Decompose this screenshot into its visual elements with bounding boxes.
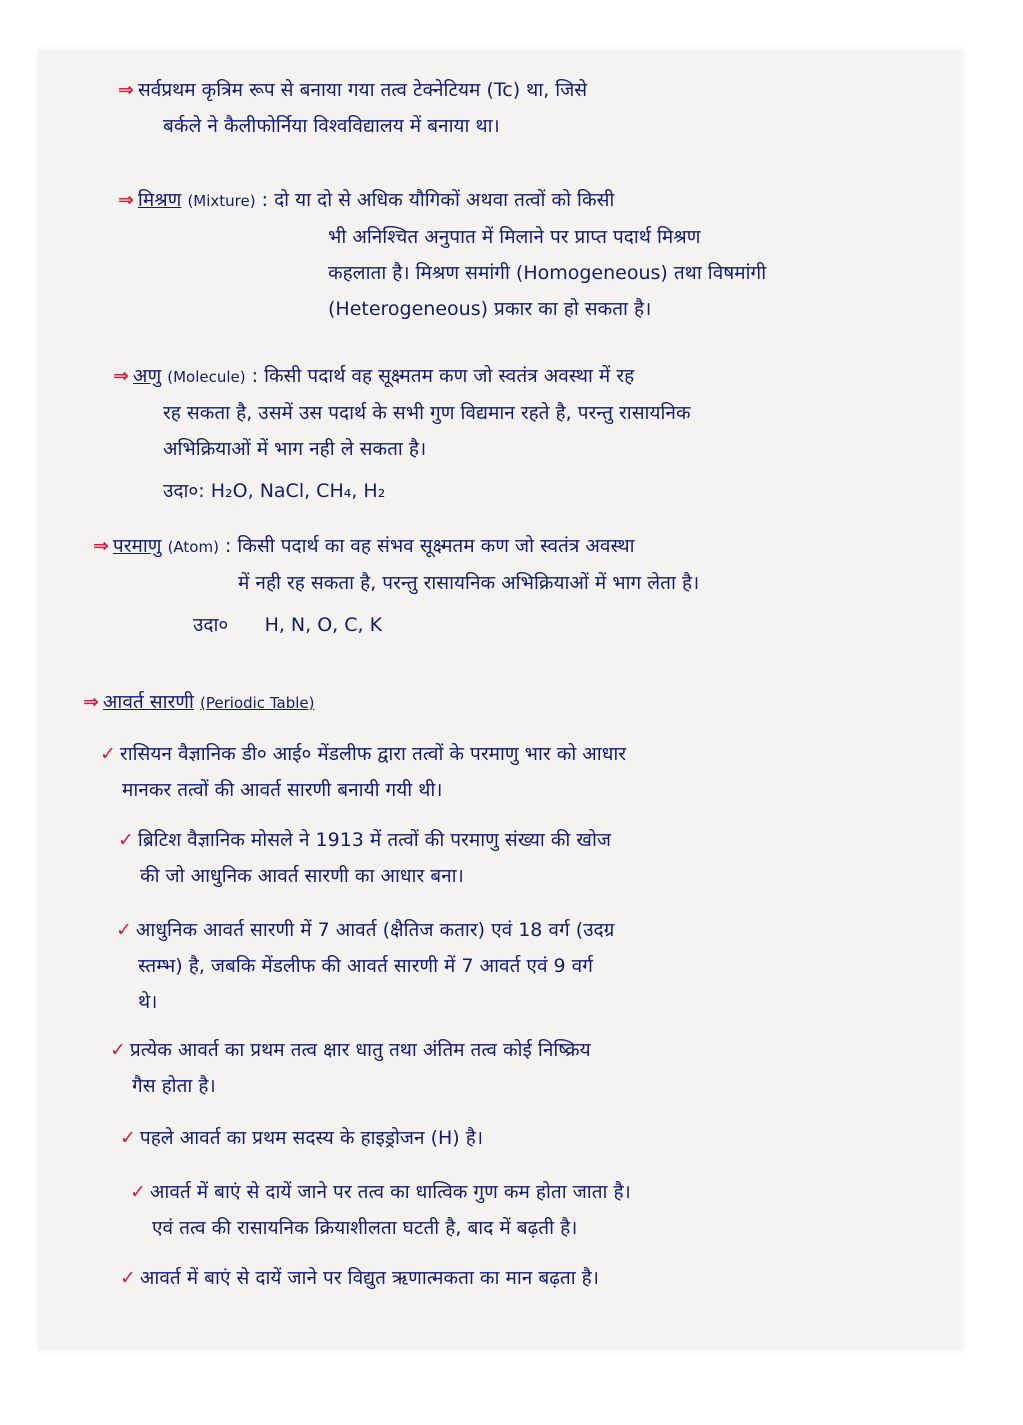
term-heading: अणु (132, 365, 162, 387)
note-line (113, 395, 691, 431)
note-line (118, 108, 587, 144)
note-text: अभिक्रियाओं में भाग नही ले सकता है। (163, 438, 427, 460)
periodic-point-2 (118, 822, 611, 894)
note-technetium (118, 72, 587, 144)
point-line (110, 1068, 591, 1104)
periodic-point-6 (130, 1174, 631, 1246)
point-text: रासियन वैज्ञानिक डी० आई० मेंडलीफ द्वारा तत्वों के परमाणु भार को आधार (119, 743, 627, 765)
point-text: पहले आवर्त का प्रथम सदस्य के हाइड्रोजन (H) है। (139, 1127, 484, 1149)
note-line (93, 565, 699, 601)
arrow-icon: ⇒ (93, 535, 109, 557)
point-text: आवर्त में बाएं से दायें जाने पर तत्व का धात्विक गुण कम होता जाता है। (149, 1181, 631, 1203)
point-line (120, 1260, 599, 1296)
checkmark-icon: ✓ (110, 1039, 126, 1061)
point-text: स्तम्भ) है, जबकि मेंडलीफ की आवर्त सारणी में 7 आवर्त एवं 9 वर्ग (138, 955, 593, 977)
example-label: उदा० (193, 614, 229, 636)
note-text: : दो या दो से अधिक यौगिकों अथवा तत्वों को किसी (261, 189, 615, 211)
note-mixture (118, 182, 766, 327)
example-line (93, 607, 699, 643)
point-line (118, 858, 611, 894)
note-atom (93, 528, 699, 643)
term-english: (Periodic Table) (200, 694, 315, 712)
term-english: (Atom) (167, 538, 219, 556)
point-line (120, 1120, 483, 1156)
note-text: : किसी पदार्थ का वह संभव सूक्ष्मतम कण जो स्वतंत्र अवस्था (224, 535, 635, 557)
checkmark-icon: ✓ (116, 919, 132, 941)
term-heading: मिश्रण (137, 189, 182, 211)
periodic-point-4 (110, 1032, 591, 1104)
note-periodic-table (83, 684, 314, 721)
point-text: एवं तत्व की रासायनिक क्रियाशीलता घटती है, बाद में बढ़ती है। (152, 1217, 578, 1239)
periodic-point-5 (120, 1120, 483, 1156)
example-line (113, 473, 691, 509)
note-line (118, 219, 766, 255)
point-line (130, 1174, 631, 1210)
checkmark-icon: ✓ (120, 1267, 136, 1289)
arrow-icon: ⇒ (113, 365, 129, 387)
example-formulas: H₂O, NaCl, CH₄, H₂ (210, 480, 386, 502)
checkmark-icon: ✓ (118, 829, 134, 851)
note-text: बर्कले ने कैलीफोर्निया विश्वविद्यालय में बनाया था। (163, 115, 500, 137)
point-text: ब्रिटिश वैज्ञानिक मोसले ने 1913 में तत्वों की परमाणु संख्या की खोज (137, 829, 611, 851)
note-text: भी अनिश्चित अनुपात में मिलाने पर प्राप्त पदार्थ मिश्रण (328, 226, 701, 248)
point-text: आधुनिक आवर्त सारणी में 7 आवर्त (क्षैतिज कतार) एवं 18 वर्ग (उदग्र (135, 919, 615, 941)
note-line (118, 182, 766, 219)
point-line (116, 984, 614, 1020)
example-label: उदा०: (163, 480, 205, 502)
point-line (118, 822, 611, 858)
point-line (116, 912, 614, 948)
term-heading: परमाणु (112, 535, 162, 557)
notebook-page (38, 50, 963, 1350)
checkmark-icon: ✓ (100, 743, 116, 765)
point-text: गैस होता है। (132, 1075, 216, 1097)
note-text: रह सकता है, उसमें उस पदार्थ के सभी गुण विद्यमान रहते है, परन्तु रासायनिक (163, 402, 691, 424)
point-line (100, 736, 626, 772)
periodic-point-1 (100, 736, 626, 808)
checkmark-icon: ✓ (130, 1181, 146, 1203)
note-line (113, 431, 691, 467)
note-line (118, 255, 766, 291)
note-text: सर्वप्रथम कृत्रिम रूप से बनाया गया तत्व टेक्नेटियम (Tc) था, जिसे (137, 79, 588, 101)
point-text: मानकर तत्वों की आवर्त सारणी बनायी गयी थी। (122, 779, 443, 801)
point-line (110, 1032, 591, 1068)
note-text: : किसी पदार्थ वह सूक्ष्मतम कण जो स्वतंत्र अवस्था में रह (251, 365, 635, 387)
note-line (113, 358, 691, 395)
periodic-point-3 (116, 912, 614, 1020)
note-line (118, 72, 587, 108)
checkmark-icon: ✓ (120, 1127, 136, 1149)
arrow-icon: ⇒ (118, 79, 134, 101)
note-text: कहलाता है। मिश्रण समांगी (Homogeneous) तथा विषमांगी (328, 262, 767, 284)
note-text: में नही रह सकता है, परन्तु रासायनिक अभिक्रियाओं में भाग लेता है। (238, 572, 700, 594)
note-molecule (113, 358, 691, 509)
point-text: की जो आधुनिक आवर्त सारणी का आधार बना। (140, 865, 464, 887)
point-text: प्रत्येक आवर्त का प्रथम तत्व क्षार धातु तथा अंतिम तत्व कोई निष्क्रिय (129, 1039, 591, 1061)
term-english: (Molecule) (167, 368, 246, 386)
note-line (93, 528, 699, 565)
point-line (116, 948, 614, 984)
term-heading: आवर्त सारणी (102, 691, 194, 713)
point-line (130, 1210, 631, 1246)
arrow-icon: ⇒ (83, 691, 99, 713)
arrow-icon: ⇒ (118, 189, 134, 211)
note-line (83, 684, 314, 721)
note-text: (Heterogeneous) प्रकार का हो सकता है। (328, 298, 652, 320)
point-line (100, 772, 626, 808)
note-line (118, 291, 766, 327)
example-elements: H, N, O, C, K (264, 614, 383, 636)
term-english: (Mixture) (187, 192, 256, 210)
point-text: थे। (138, 991, 158, 1013)
periodic-point-7 (120, 1260, 599, 1296)
point-text: आवर्त में बाएं से दायें जाने पर विद्युत ऋणात्मकता का मान बढ़ता है। (139, 1267, 599, 1289)
